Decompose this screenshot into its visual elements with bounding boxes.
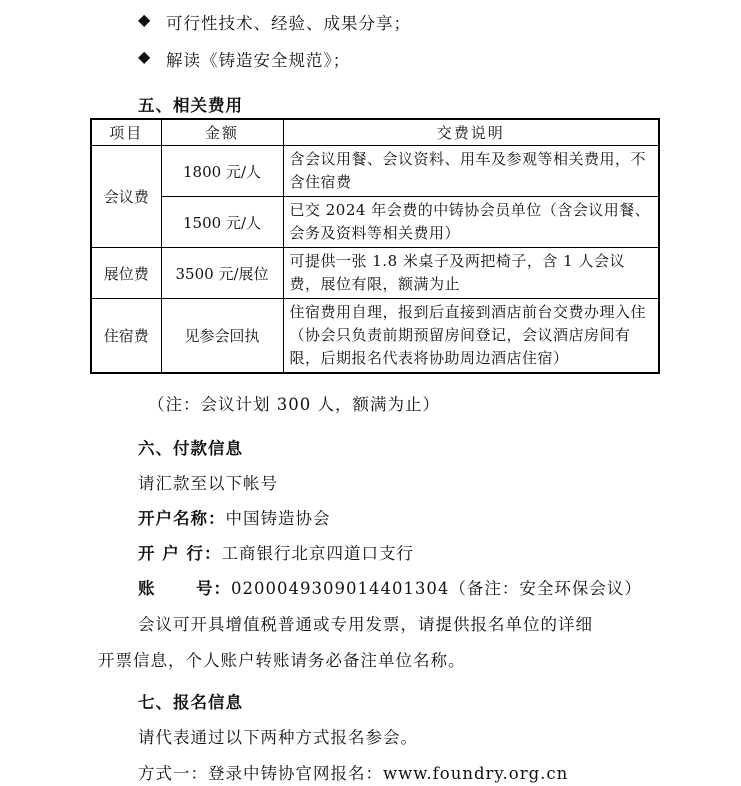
desc-cell: 含会议用餐、会议资料、用车及参观等相关费用，不含住宿费 [283, 146, 659, 197]
item-cell: 住宿费 [91, 299, 161, 374]
fees-note: （注：会议计划 300 人，额满为止） [148, 395, 440, 414]
item-cell: 展位费 [91, 248, 161, 299]
account-label: 账 号： [138, 579, 231, 598]
bank-value: 工商银行北京四道口支行 [221, 544, 414, 563]
payee-value: 中国铸造协会 [225, 509, 331, 528]
section-title-registration: 七、报名信息 [138, 693, 243, 712]
desc-cell: 住宿费用自理，报到后直接到酒店前台交费办理入住（协会只负责前期预留房间登记，会议酒店房间有限，后期报名代表将协助周边酒店住宿） [283, 299, 659, 374]
invoice-text-line1: 会议可开具增值税普通或专用发票，请提供报名单位的详细 [138, 615, 593, 634]
payee-row [138, 505, 331, 529]
item-cell: 会议费 [91, 146, 161, 248]
bank-row [138, 540, 414, 564]
registration-intro: 请代表通过以下两种方式报名参会。 [138, 728, 418, 747]
registration-method-1: 方式一：登录中铸协官网报名：www.foundry.org.cn [138, 764, 569, 783]
payee-label: 开户名称： [138, 509, 226, 528]
table-row [91, 197, 659, 248]
account-value: 0200049309014401304（备注：安全环保会议） [230, 579, 642, 598]
payment-intro: 请汇款至以下帐号 [138, 474, 278, 493]
account-row [138, 575, 642, 599]
bullet-text: 可行性技术、经验、成果分享； [166, 14, 411, 33]
table-header: 金额 [161, 119, 283, 146]
desc-cell: 可提供一张 1.8 米桌子及两把椅子，含 1 人会议费，展位有限，额满为止 [283, 248, 659, 299]
amount-cell: 1500 元/人 [161, 197, 283, 248]
table-header-row [91, 119, 659, 146]
invoice-text-line2: 开票信息，个人账户转账请务必备注单位名称。 [98, 651, 466, 670]
section-title-payment: 六、付款信息 [138, 439, 243, 458]
bullet-text: 解读《铸造安全规范》； [166, 51, 351, 70]
fees-table [90, 118, 660, 374]
bank-label: 开 户 行： [138, 544, 222, 563]
desc-cell: 已交 2024 年会费的中铸协会员单位（含会议用餐、会务及资料等相关费用） [283, 197, 659, 248]
diamond-bullet-icon: ◆ [138, 10, 151, 29]
amount-cell: 见参会回执 [161, 299, 283, 374]
diamond-bullet-icon: ◆ [138, 47, 151, 66]
table-header: 项目 [91, 119, 161, 146]
section-title-fees: 五、相关费用 [138, 96, 243, 115]
amount-cell: 1800 元/人 [161, 146, 283, 197]
table-header: 交费说明 [283, 119, 659, 146]
amount-cell: 3500 元/展位 [161, 248, 283, 299]
table-row [91, 146, 659, 197]
table-row [91, 248, 659, 299]
table-row [91, 299, 659, 374]
